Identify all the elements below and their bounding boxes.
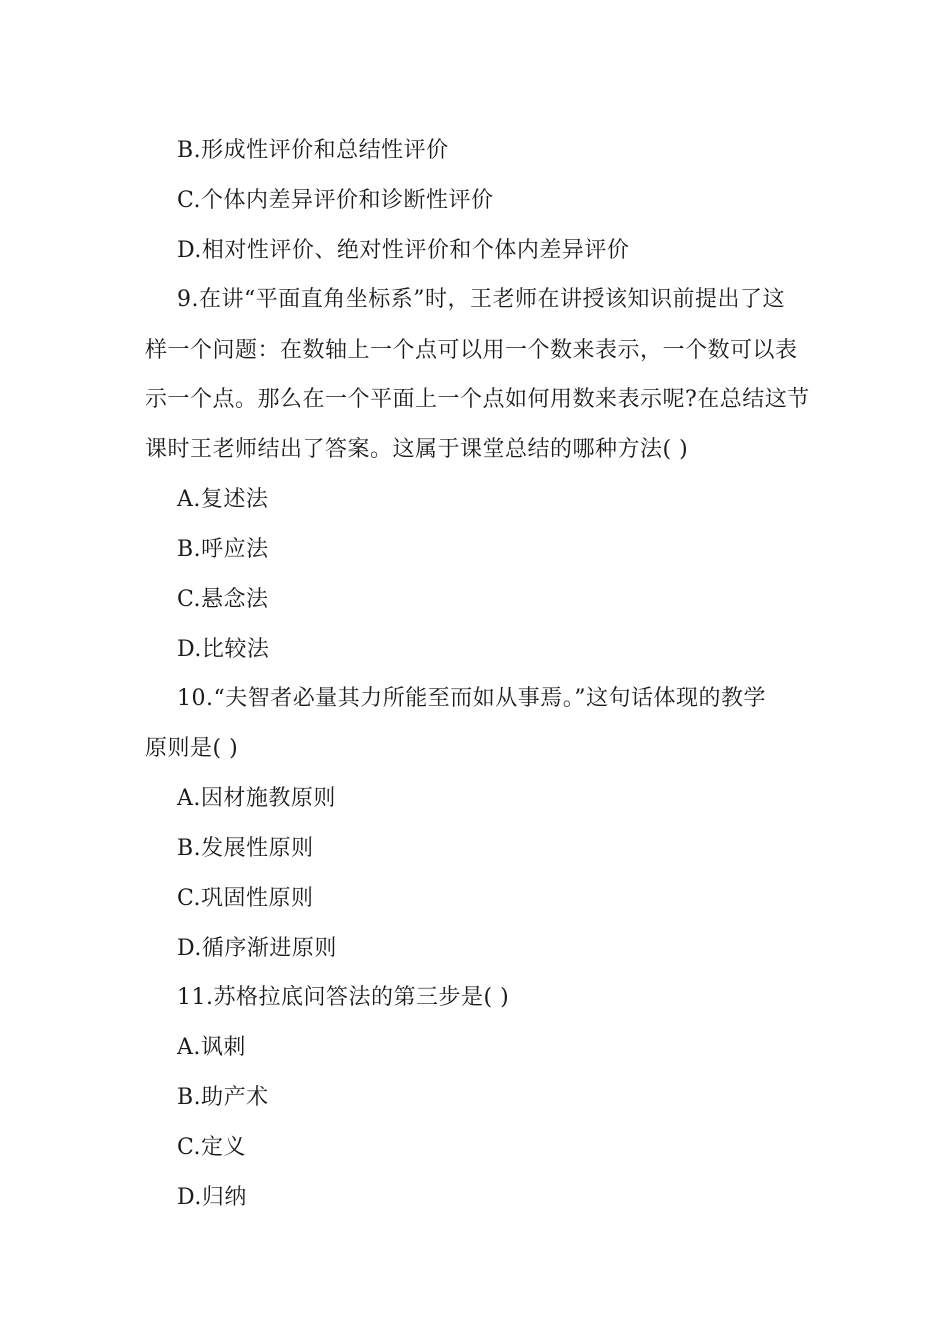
q9-option-d: D.比较法 (177, 637, 270, 662)
q9-stem-line-2: 样一个问题：在数轴上一个点可以用一个数来表示，一个数可以表 (145, 338, 798, 363)
q11-stem-line-1: 11.苏格拉底问答法的第三步是( ) (177, 985, 510, 1010)
q8-option-b: B.形成性评价和总结性评价 (177, 138, 449, 163)
q9-stem-line-4: 课时王老师结出了答案。这属于课堂总结的哪种方法( ) (145, 437, 689, 462)
q11-option-c: C.定义 (177, 1135, 247, 1160)
q11-option-a: A.讽刺 (177, 1035, 246, 1060)
q8-option-c: C.个体内差异评价和诊断性评价 (177, 188, 494, 213)
q10-option-c: C.巩固性原则 (177, 886, 314, 911)
q8-option-d: D.相对性评价、绝对性评价和个体内差异评价 (177, 238, 630, 263)
q11-option-d: D.归纳 (177, 1185, 247, 1210)
q9-option-c: C.悬念法 (177, 587, 269, 612)
q11-option-b: B.助产术 (177, 1085, 269, 1110)
q10-option-a: A.因材施教原则 (177, 786, 336, 811)
q10-option-d: D.循序渐进原则 (177, 936, 337, 961)
q10-option-b: B.发展性原则 (177, 836, 314, 861)
q9-stem-line-3: 示一个点。那么在一个平面上一个点如何用数来表示呢?在总结这节 (145, 387, 810, 412)
q9-stem-line-1: 9.在讲“平面直角坐标系”时，王老师在讲授该知识前提出了这 (177, 287, 785, 312)
q10-stem-line-1: 10.“夫智者必量其力所能至而如从事焉。”这句话体现的教学 (177, 686, 766, 711)
q9-option-a: A.复述法 (177, 487, 269, 512)
q10-stem-line-2: 原则是( ) (145, 736, 239, 761)
q9-option-b: B.呼应法 (177, 537, 269, 562)
